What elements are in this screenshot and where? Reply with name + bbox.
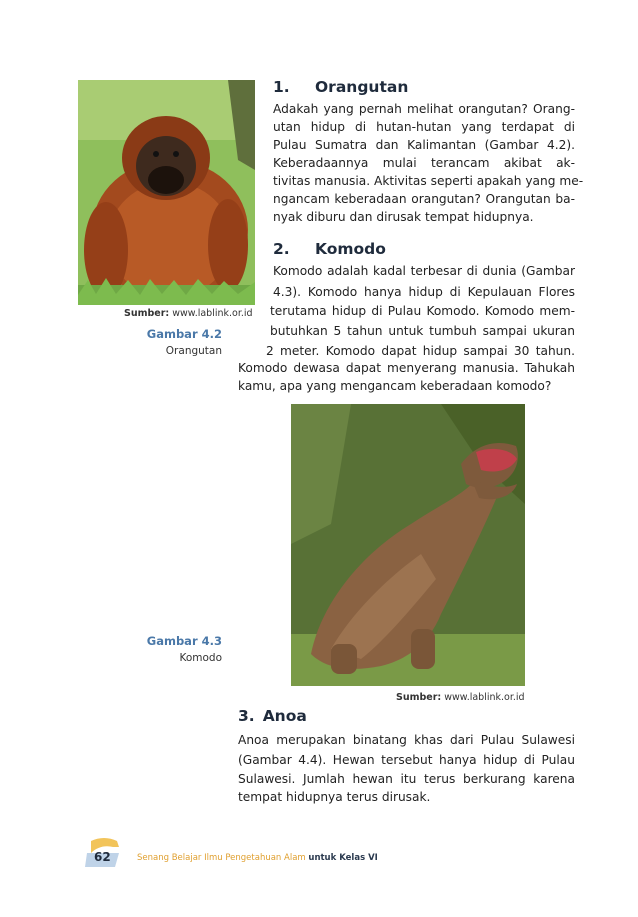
- paragraph-line: utan hidup di hutan-hutan yang terdapat di: [273, 120, 575, 134]
- komodo-photo: [291, 404, 525, 686]
- orangutan-source: [124, 308, 253, 319]
- paragraph-line: Komodo dewasa dapat menyerang manusia. Tahukah: [238, 361, 575, 375]
- orangutan-source-label: Sumber:: [124, 308, 170, 319]
- komodo-source-url: www.lablink.or.id: [444, 692, 525, 703]
- section-number: 3.: [238, 707, 255, 725]
- section-number: 1.: [273, 78, 290, 96]
- paragraph-line: terutama hidup di Pulau Komodo. Komodo mem-: [270, 304, 575, 318]
- komodo-illustration: [291, 404, 525, 686]
- paragraph-line: Pulau Sumatra dan Kalimantan (Gambar 4.2).: [273, 138, 575, 152]
- footer-title-main: Senang Belajar Ilmu Pengetahuan Alam: [137, 853, 306, 863]
- orangutan-source-url: www.lablink.or.id: [172, 308, 253, 319]
- paragraph-line: ngancam keberadaan orangutan? Orangutan ba-: [273, 192, 575, 206]
- paragraph-line: 2 meter. Komodo dapat hidup sampai 30 tahun.: [266, 344, 575, 358]
- footer-title-suffix: untuk Kelas VI: [308, 853, 378, 863]
- paragraph-line: Sulawesi. Jumlah hewan itu terus berkurang karena: [238, 772, 575, 786]
- section-number: 2.: [273, 240, 290, 258]
- orangutan-photo: [78, 80, 255, 305]
- komodo-source: [396, 692, 525, 703]
- footer-book-title: [137, 853, 378, 863]
- section-title: Anoa: [262, 707, 307, 725]
- orangutan-illustration: [78, 80, 255, 305]
- paragraph-line: Anoa merupakan binatang khas dari Pulau Sulawesi: [238, 733, 575, 747]
- paragraph-line: Keberadaannya mulai terancam akibat ak-: [273, 156, 575, 170]
- komodo-caption-label: Gambar 4.3: [146, 634, 222, 648]
- orangutan-caption-label: Gambar 4.2: [146, 327, 222, 341]
- paragraph-line: Adakah yang pernah melihat orangutan? Orang-: [273, 102, 575, 116]
- section-heading-komodo: [273, 240, 386, 258]
- orangutan-caption-name: Orangutan: [165, 345, 222, 357]
- komodo-source-label: Sumber:: [396, 692, 442, 703]
- paragraph-line: 4.3). Komodo hanya hidup di Kepulauan Flores: [273, 285, 575, 299]
- paragraph-line: tivitas manusia. Aktivitas seperti apakah yang me-: [273, 174, 584, 188]
- paragraph-line: butuhkan 5 tahun untuk tumbuh sampai ukuran: [270, 324, 575, 338]
- komodo-caption-name: Komodo: [179, 652, 222, 664]
- section-heading-anoa: [238, 707, 307, 725]
- section-title: Orangutan: [315, 78, 409, 96]
- section-heading-orangutan: [273, 78, 408, 96]
- paragraph-line: (Gambar 4.4). Hewan tersebut hanya hidup di Pulau: [238, 753, 575, 767]
- paragraph-line: Komodo adalah kadal terbesar di dunia (Gambar: [273, 264, 575, 278]
- section-title: Komodo: [315, 240, 386, 258]
- paragraph-line: kamu, apa yang mengancam keberadaan komodo?: [238, 379, 552, 393]
- paragraph-line: nyak diburu dan dirusak tempat hidupnya.: [273, 210, 534, 224]
- paragraph-line: tempat hidupnya terus dirusak.: [238, 790, 431, 804]
- page-number: 62: [94, 850, 111, 864]
